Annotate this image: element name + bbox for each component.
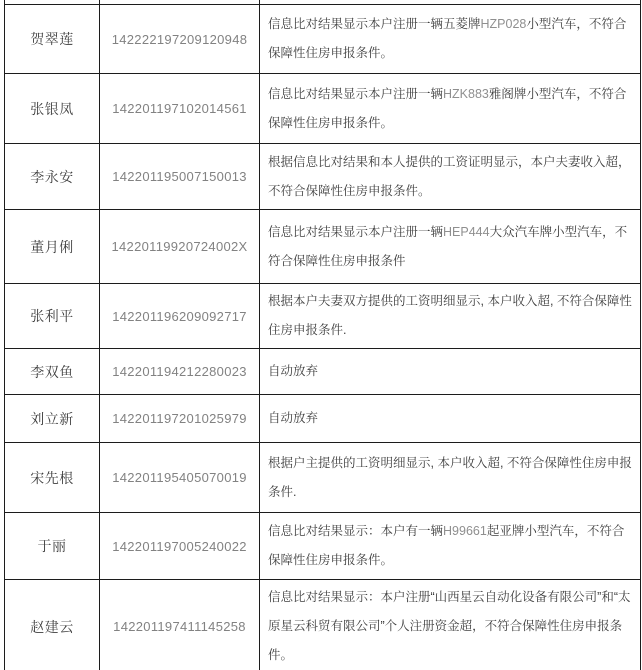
applicant-id-number: 142201197102014561 (100, 74, 260, 144)
table-row (5, 513, 641, 580)
applicant-name: 张利平 (5, 284, 100, 349)
rejection-reason (260, 284, 641, 349)
reason-text: 信息比对结果显示本户注册一辆 (268, 86, 444, 101)
reason-text: 起亚牌小型汽车，不符合保障性住房申报条件。 (268, 524, 625, 567)
table-row (5, 395, 641, 443)
reason-text: 信息比对结果显示本户注册一辆五菱牌 (268, 17, 481, 31)
applicants-table (4, 0, 641, 670)
applicant-id-number: 142201195405070019 (100, 443, 260, 513)
reason-text: 根据信息比对结果和本人提供的工资证明显示，本户夫妻收入超，不符合保障性住房申报条件。 (268, 154, 631, 198)
applicant-id-number: 142201197005240022 (100, 513, 260, 580)
reason-text: 根据本户夫妻双方提供的工资明细显示, 本户收入超, 不符合保障性住房申报条件. (268, 294, 632, 337)
applicant-name: 李双鱼 (5, 349, 100, 395)
rejection-reason (260, 443, 641, 513)
reason-text: 信息比对结果显示本户注册一辆 (268, 224, 444, 239)
reason-text: 大众汽车牌小型汽车，不符合保障性住房申报条件 (268, 224, 628, 268)
reason-text: 信息比对结果显示：本户注册“山西星云自动化设备有限公司”和“太原星云科贸有限公司”个人注册资金超，不符合保障性住房申报条件。 (268, 590, 631, 662)
applicant-name: 刘立新 (5, 395, 100, 443)
table-row (5, 144, 641, 210)
plate-code: HZK883 (443, 86, 489, 101)
rejection-reason (260, 513, 641, 580)
rejection-reason (260, 74, 641, 144)
table-row (5, 443, 641, 513)
applicant-name: 赵建云 (5, 580, 100, 670)
applicant-id-number: 142201196209092717 (100, 284, 260, 349)
table-row (5, 5, 641, 74)
plate-code: HZP028 (480, 17, 527, 31)
table-row (5, 580, 641, 670)
applicant-id-number: 142201197201025979 (100, 395, 260, 443)
table-row (5, 74, 641, 144)
table-row (5, 284, 641, 349)
reason-text: 小型汽车，不符合保障性住房申报条件。 (268, 17, 627, 60)
rejection-reason (260, 580, 641, 670)
reason-text: 自动放弃 (268, 364, 319, 378)
applicant-name: 贺翠莲 (5, 5, 100, 74)
rejection-reason (260, 5, 641, 74)
applicant-name: 张银凤 (5, 74, 100, 144)
applicant-id-number: 142201197411145258 (100, 580, 260, 670)
applicant-name: 董月俐 (5, 210, 100, 284)
rejection-reason (260, 144, 641, 210)
reason-text: 雅阁牌小型汽车，不符合保障性住房申报条件。 (268, 86, 627, 130)
rejection-reason (260, 349, 641, 395)
table-row (5, 210, 641, 284)
rejection-reason (260, 210, 641, 284)
rejection-reason (260, 395, 641, 443)
applicant-id-number: 142222197209120948 (100, 5, 260, 74)
applicant-name: 宋先根 (5, 443, 100, 513)
applicant-name: 李永安 (5, 144, 100, 210)
table-row (5, 349, 641, 395)
applicant-id-number: 14220119920724002X (100, 210, 260, 284)
applicant-id-number: 142201194212280023 (100, 349, 260, 395)
applicant-id-number: 142201195007150013 (100, 144, 260, 210)
reason-text: 信息比对结果显示：本户有一辆 (268, 524, 444, 538)
applicant-name: 于丽 (5, 513, 100, 580)
reason-text: 自动放弃 (268, 411, 319, 425)
plate-code: HEP444 (443, 224, 490, 239)
reason-text: 根据户主提供的工资明细显示, 本户收入超, 不符合保障性住房申报条件. (268, 455, 632, 499)
plate-code: H99661 (443, 524, 487, 538)
